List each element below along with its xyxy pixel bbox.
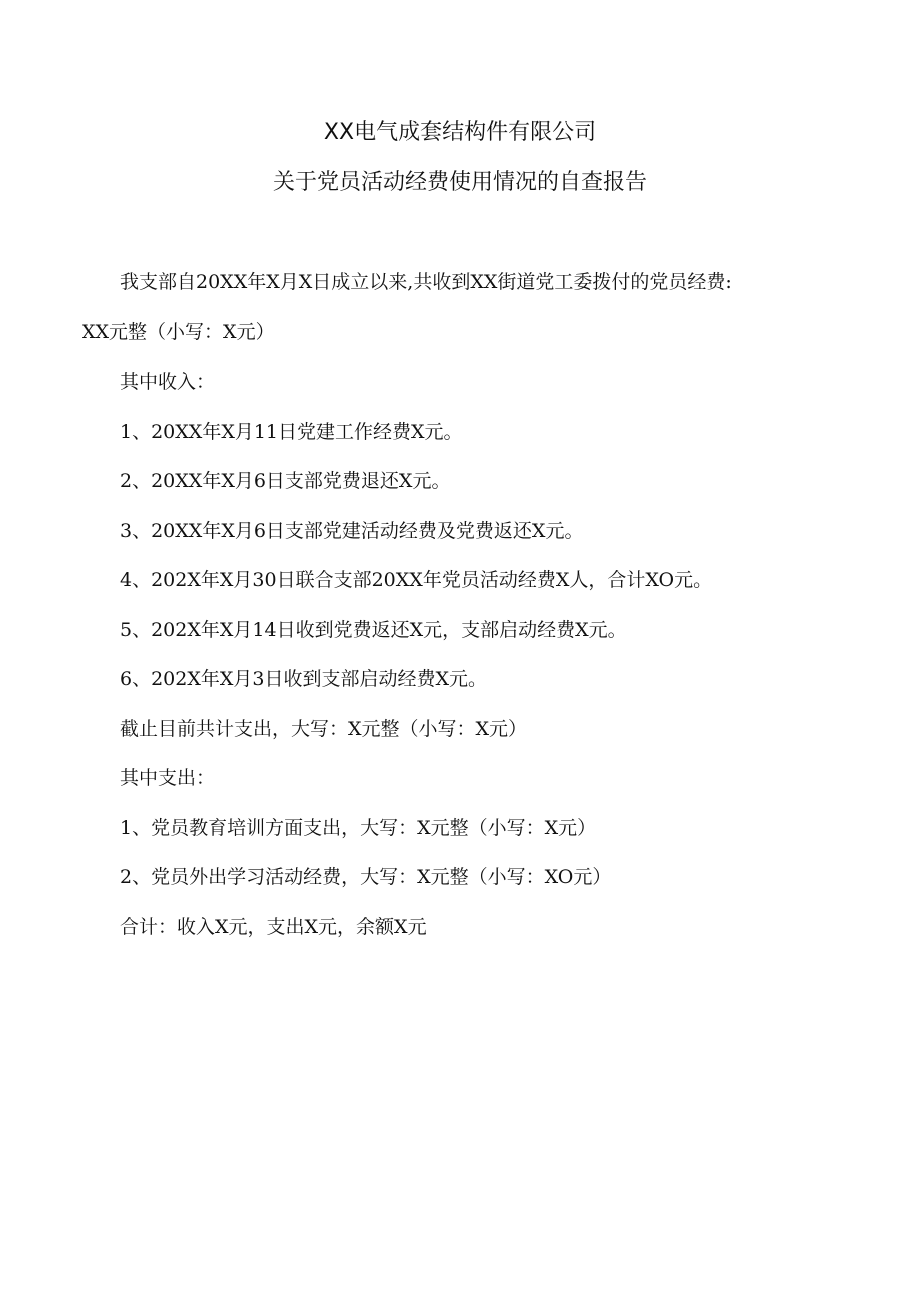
income-item: 3、20XX年X月6日支部党建活动经费及党费返还X元。 bbox=[120, 520, 584, 542]
intro-paragraph-line-1: 我支部自20XX年X月X日成立以来,共收到XX街道党工委拨付的党员经费: bbox=[120, 271, 732, 293]
expense-item: 1、党员教育培训方面支出，大写：X元整（小写：X元） bbox=[120, 817, 597, 839]
expense-heading: 其中支出： bbox=[120, 767, 216, 789]
company-name: XX电气成套结构件有限公司 bbox=[323, 120, 597, 145]
summary-line: 合计：收入X元，支出X元，余额X元 bbox=[120, 916, 427, 938]
income-item: 6、202X年X月3日收到支部启动经费X元。 bbox=[120, 668, 488, 690]
income-item: 1、20XX年X月11日党建工作经费X元。 bbox=[120, 421, 463, 443]
income-item: 2、20XX年X月6日支部党费退还X元。 bbox=[120, 470, 451, 492]
report-title: 关于党员活动经费使用情况的自查报告 bbox=[272, 170, 647, 195]
income-item: 5、202X年X月14日收到党费返还X元，支部启动经费X元。 bbox=[120, 619, 627, 641]
income-heading: 其中收入： bbox=[120, 371, 216, 393]
expense-total: 截止目前共计支出，大写：X元整（小写：X元） bbox=[120, 718, 528, 740]
income-item: 4、202X年X月30日联合支部20XX年党员活动经费X人，合计XO元。 bbox=[120, 569, 713, 591]
intro-paragraph-line-2: XX元整（小写：X元） bbox=[82, 321, 275, 343]
expense-item: 2、党员外出学习活动经费，大写：X元整（小写：XO元） bbox=[120, 866, 612, 888]
